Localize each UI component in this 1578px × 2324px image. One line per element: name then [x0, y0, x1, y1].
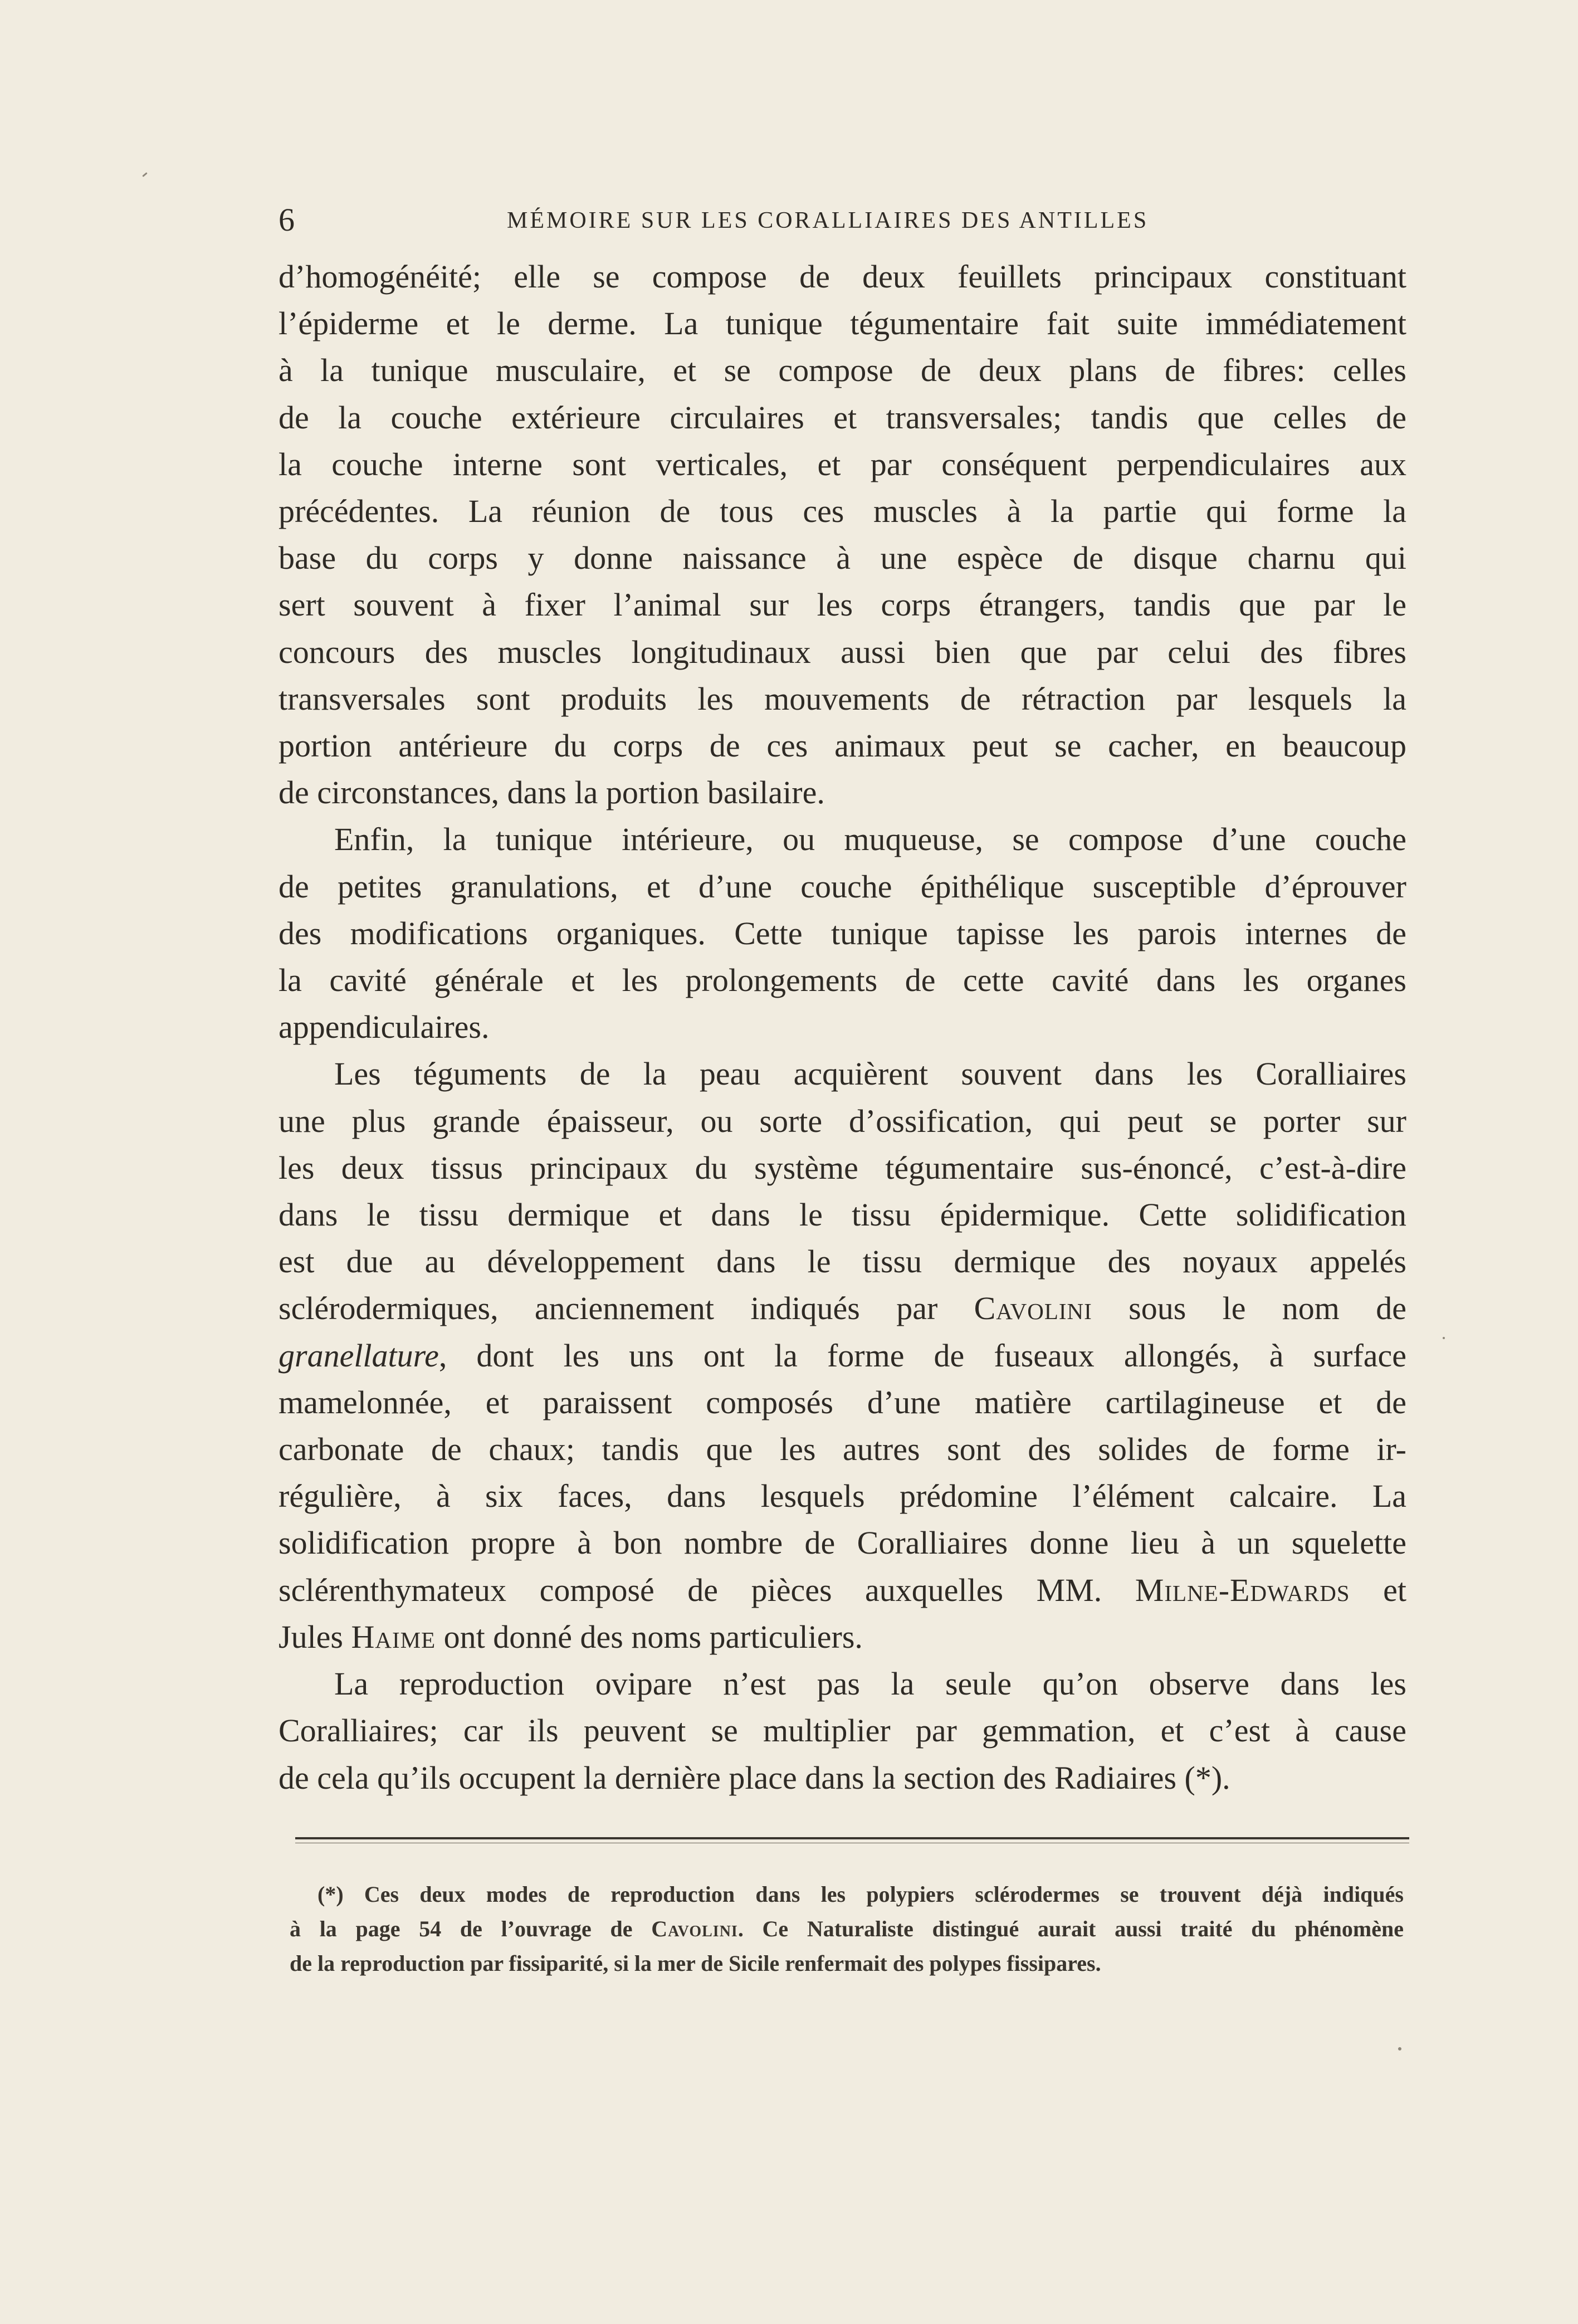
text-line: la cavité générale et les prolongements de cette cavité dans les organes — [279, 962, 1406, 999]
text-line: une plus grande épaisseur, ou sorte d’ossification, qui peut se porter sur — [279, 1102, 1406, 1139]
text-line: dans le tissu dermique et dans le tissu épidermique. Cette solidification — [279, 1197, 1406, 1233]
text-line: les deux tissus principaux du système tégumentaire sus-énoncé, c’est-à-dire — [279, 1149, 1406, 1186]
text-line: Les téguments de la peau acquièrent souvent dans les Coralliaires — [334, 1056, 1406, 1092]
text-line: carbonate de chaux; tandis que les autres sont des solides de forme ir- — [279, 1431, 1406, 1468]
text-line: de cela qu’ils occupent la dernière place dans la section des Radiaires (*). — [279, 1759, 1230, 1796]
text-run: et — [1350, 1571, 1407, 1608]
text-run: à la page 54 de l’ouvrage de — [290, 1916, 652, 1941]
footnote-line: (*) Ces deux modes de reproduction dans les polypiers sclérodermes se trouvent déjà indiqués — [317, 1882, 1404, 1907]
text-line — [279, 1332, 1406, 1379]
text-line: régulière, à six faces, dans lesquels prédomine l’élément calcaire. La — [279, 1478, 1406, 1515]
running-title: MÉMOIRE SUR LES CORALLIAIRES DES ANTILLES — [507, 208, 1149, 233]
paragraph-1 — [279, 253, 1406, 816]
text-line: l’épiderme et le derme. La tunique tégumentaire fait suite immédiatement — [279, 305, 1406, 342]
text-line: Coralliaires; car ils peuvent se multiplier par gemmation, et c’est à cause — [279, 1712, 1406, 1749]
text-run: ont donné des noms particuliers. — [436, 1618, 863, 1655]
text-run: , dont les uns ont la forme de fuseaux allongés, à surface — [438, 1337, 1406, 1374]
text-line: précédentes. La réunion de tous ces muscles à la partie qui forme la — [279, 493, 1406, 530]
author-name: Milne-Edwards — [1135, 1571, 1350, 1608]
text-line: de petites granulations, et d’une couche épithélique susceptible d’éprouver — [279, 868, 1406, 905]
text-run: Jules — [279, 1618, 351, 1655]
footnote-rule — [295, 1837, 1409, 1843]
author-name: Cavolini — [651, 1916, 738, 1941]
text-line: transversales sont produits les mouvements de rétraction par lesquels la — [279, 680, 1406, 717]
footnote-line: de la reproduction par fissiparité, si la mer de Sicile renfermait des polypes fissipares. — [290, 1951, 1101, 1976]
text-line: la couche interne sont verticales, et par conséquent perpendiculaires aux — [279, 446, 1406, 482]
text-run: sclérenthymateux composé de pièces auxquelles MM. — [279, 1571, 1135, 1608]
text-line — [279, 1614, 1406, 1661]
text-line: est due au développement dans le tissu dermique des noyaux appelés — [279, 1243, 1406, 1280]
footnote — [290, 1877, 1404, 1981]
text-run: . Ce Naturaliste distingué aurait aussi traité du phénomène — [737, 1916, 1404, 1941]
author-name: Cavolini — [974, 1290, 1092, 1327]
page-number: 6 — [279, 202, 295, 238]
text-line: Enfin, la tunique intérieure, ou muqueuse, se compose d’une couche — [334, 821, 1406, 858]
paper-speck — [1398, 2047, 1401, 2050]
text-line — [279, 1285, 1406, 1332]
footnote-line — [290, 1912, 1404, 1946]
text-line: d’homogénéité; elle se compose de deux feuillets principaux constituant — [279, 258, 1406, 295]
text-line: concours des muscles longitudinaux aussi bien que par celui des fibres — [279, 633, 1406, 670]
running-head — [279, 201, 1387, 240]
paper-speck — [1443, 1337, 1445, 1339]
paragraph-2 — [279, 816, 1406, 1051]
text-line: des modifications organiques. Cette tunique tapisse les parois internes de — [279, 915, 1406, 951]
text-line: à la tunique musculaire, et se compose de deux plans de fibres: celles — [279, 352, 1406, 389]
text-line: appendiculaires. — [279, 1009, 490, 1046]
text-line — [279, 1567, 1406, 1614]
italic-term: granellature — [279, 1337, 439, 1374]
author-name: Haime — [351, 1618, 436, 1655]
paper-speck — [142, 172, 148, 177]
text-line: mamelonnée, et paraissent composés d’une matière cartilagineuse et de — [279, 1384, 1406, 1420]
paragraph-3 — [279, 1051, 1406, 1661]
text-line: sert souvent à fixer l’animal sur les corps étrangers, tandis que par le — [279, 587, 1406, 623]
text-run: sous le nom de — [1092, 1290, 1407, 1327]
text-line: La reproduction ovipare n’est pas la seule qu’on observe dans les — [334, 1666, 1406, 1702]
text-line: base du corps y donne naissance à une espèce de disque charnu qui — [279, 540, 1406, 577]
text-run: sclérodermiques, anciennement indiqués par — [279, 1290, 974, 1327]
text-line: portion antérieure du corps de ces animaux peut se cacher, en beaucoup — [279, 728, 1406, 764]
text-line: de circonstances, dans la portion basilaire. — [279, 774, 825, 811]
paragraph-4 — [279, 1661, 1406, 1801]
text-line: de la couche extérieure circulaires et transversales; tandis que celles de — [279, 399, 1406, 436]
body-text — [279, 253, 1406, 1801]
text-line: solidification propre à bon nombre de Coralliaires donne lieu à un squelette — [279, 1525, 1406, 1561]
